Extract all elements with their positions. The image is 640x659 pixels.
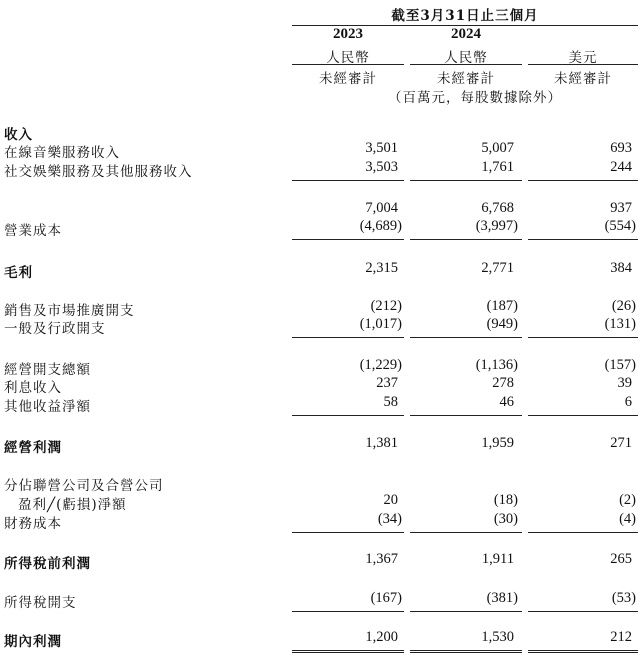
- subtotal-rule: [410, 239, 522, 240]
- value-2023: 7,004: [365, 200, 398, 216]
- row-label: 銷售及市場推廣開支: [4, 303, 135, 319]
- value-2024: (381): [486, 590, 518, 606]
- value-2024: 278: [492, 375, 514, 391]
- value-2023: 3,501: [365, 140, 398, 156]
- subtotal-rule: [292, 337, 404, 338]
- row-label: 盈利╱(虧損)淨額: [18, 497, 127, 513]
- row-label: 所得稅前利潤: [4, 556, 91, 572]
- row-label: 期內利潤: [4, 634, 62, 650]
- subtotal-rule: [410, 611, 522, 612]
- value-2024: 1,530: [481, 629, 514, 645]
- subtotal-rule: [292, 532, 404, 533]
- audit-2023: 未經審計: [319, 71, 377, 87]
- row-label: 在線音樂服務收入: [4, 145, 120, 161]
- value-usd: (4): [619, 511, 636, 527]
- value-2024: 2,771: [481, 260, 514, 276]
- currency-usd: 美元: [568, 50, 598, 66]
- value-usd: 39: [617, 375, 632, 391]
- unit-note: （百萬元，每股數據除外）: [388, 90, 562, 106]
- value-2024: (30): [493, 511, 518, 527]
- currency-2024: 人民幣: [444, 50, 488, 66]
- value-2023: (212): [370, 298, 402, 314]
- value-2023: 20: [383, 492, 398, 508]
- subtotal-rule: [292, 415, 404, 416]
- value-usd: (26): [611, 298, 636, 314]
- value-2023: (1,229): [359, 357, 402, 373]
- value-2023: 2,315: [365, 260, 398, 276]
- subtotal-rule: [410, 415, 522, 416]
- value-2024: 1,911: [481, 551, 514, 567]
- value-2023: (1,017): [359, 316, 402, 332]
- value-2023: 237: [376, 375, 398, 391]
- row-label: 毛利: [4, 265, 33, 281]
- value-2024: (18): [493, 492, 518, 508]
- value-usd: 6: [624, 394, 632, 410]
- value-2024: (949): [486, 316, 518, 332]
- value-2024: 5,007: [481, 140, 514, 156]
- row-label: 利息收入: [4, 380, 62, 396]
- row-label: 營業成本: [4, 223, 62, 239]
- subtotal-rule: [292, 180, 404, 181]
- period-heading: 截至3月31日止三個月: [391, 8, 539, 24]
- year-2023: 2023: [333, 26, 363, 42]
- subtotal-rule: [410, 337, 522, 338]
- value-usd: 244: [610, 159, 632, 175]
- subtotal-rule: [292, 611, 404, 612]
- row-label: 所得稅開支: [4, 595, 77, 611]
- subtotal-rule: [528, 532, 638, 533]
- value-usd: (554): [604, 218, 636, 234]
- total-double-rule: [292, 650, 404, 653]
- value-2023: 1,381: [365, 435, 398, 451]
- value-2023: (34): [377, 511, 402, 527]
- row-label: 經營利潤: [4, 440, 62, 456]
- value-2024: 1,959: [481, 435, 514, 451]
- row-label: 收入: [4, 127, 33, 143]
- value-2023: 58: [383, 394, 398, 410]
- subtotal-rule: [292, 239, 404, 240]
- subtotal-rule: [410, 180, 522, 181]
- subtotal-rule: [528, 239, 638, 240]
- value-usd: 271: [610, 435, 632, 451]
- value-2024: (1,136): [475, 357, 518, 373]
- currency-2023: 人民幣: [326, 50, 370, 66]
- audit-usd: 未經審計: [554, 71, 612, 87]
- year-2024: 2024: [451, 26, 481, 42]
- row-label: 社交娛樂服務及其他服務收入: [4, 164, 193, 180]
- value-2024: (187): [486, 298, 518, 314]
- row-label: 財務成本: [4, 516, 62, 532]
- value-2023: 1,367: [365, 551, 398, 567]
- subtotal-rule: [528, 415, 638, 416]
- value-usd: (2): [619, 492, 636, 508]
- subtotal-rule: [410, 532, 522, 533]
- currency-underline-2023: [292, 64, 404, 65]
- value-2023: (167): [370, 590, 402, 606]
- value-2024: (3,997): [475, 218, 518, 234]
- currency-underline-2024: [410, 64, 522, 65]
- row-label: 經營開支總額: [4, 362, 91, 378]
- value-usd: 265: [610, 551, 632, 567]
- value-usd: 212: [610, 629, 632, 645]
- value-usd: (131): [604, 316, 636, 332]
- subtotal-rule: [528, 611, 638, 612]
- value-usd: (53): [611, 590, 636, 606]
- subtotal-rule: [528, 180, 638, 181]
- row-label: 一般及行政開支: [4, 321, 106, 337]
- currency-underline-usd: [528, 64, 638, 65]
- audit-2024: 未經審計: [437, 71, 495, 87]
- value-2023: 3,503: [365, 159, 398, 175]
- value-usd: 937: [610, 200, 632, 216]
- row-label: 其他收益淨額: [4, 399, 91, 415]
- total-double-rule: [410, 650, 522, 653]
- value-usd: (157): [604, 357, 636, 373]
- value-2023: 1,200: [365, 629, 398, 645]
- value-usd: 693: [610, 140, 632, 156]
- value-usd: 384: [610, 260, 632, 276]
- value-2023: (4,689): [359, 218, 402, 234]
- row-label: 分佔聯營公司及合營公司: [4, 478, 164, 494]
- value-2024: 1,761: [481, 159, 514, 175]
- subtotal-rule: [528, 337, 638, 338]
- value-2024: 6,768: [481, 200, 514, 216]
- value-2024: 46: [499, 394, 514, 410]
- total-double-rule: [528, 650, 638, 653]
